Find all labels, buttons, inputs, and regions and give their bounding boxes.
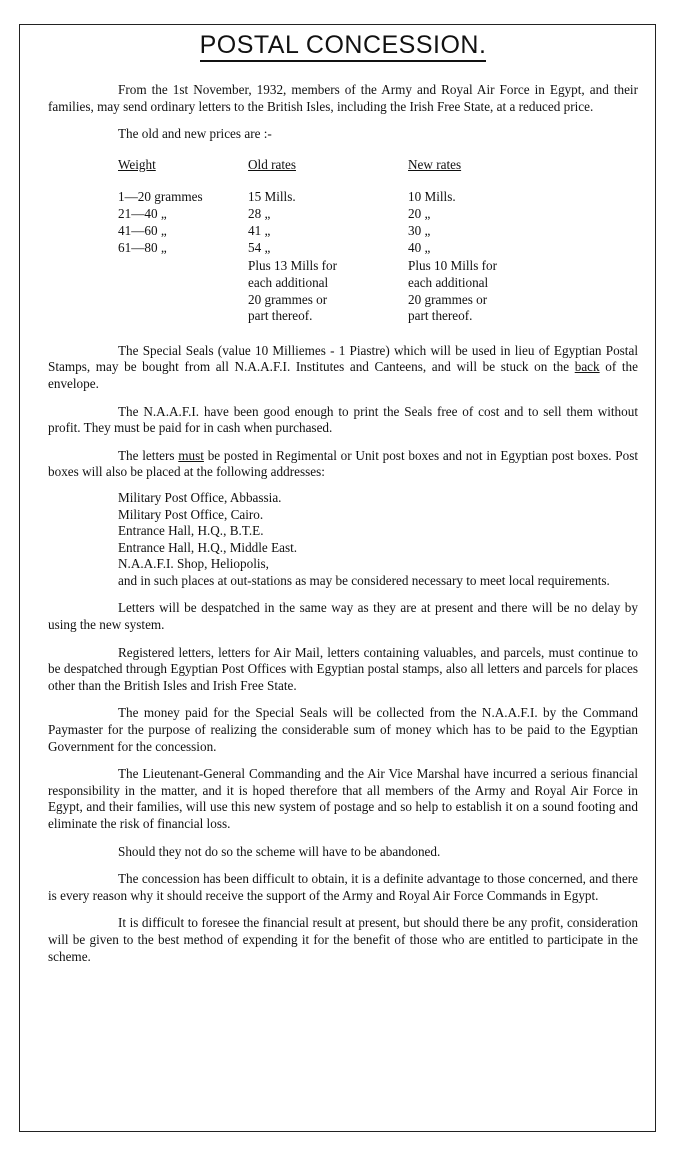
new-rate-cell: 30 „ [408, 223, 431, 239]
registered-paragraph: Registered letters, letters for Air Mail, letters containing valuables, and parcels, must continue to be despatched through Egyptian Post Offices with Egyptian postal stamps, also all letters and parcels for places other than the British Isles and Irish Free State. [48, 644, 638, 693]
old-note-line: 20 grammes or [248, 291, 328, 307]
new-rates-column [408, 157, 588, 325]
address-item: N.A.A.F.I. Shop, Heliopolis, [118, 556, 269, 572]
address-item: Military Post Office, Abbassia. [118, 489, 282, 505]
old-note-line: each additional [248, 274, 329, 290]
old-rates-column [248, 157, 408, 325]
old-rates-header: Old rates [248, 156, 296, 172]
old-rate-cell: 41 „ [248, 223, 271, 239]
new-rates-note [408, 258, 588, 324]
seals-text-b: of the envelope. [48, 359, 639, 391]
posting-text-a: The letters [118, 447, 175, 463]
weight-column [118, 157, 248, 325]
address-item: and in such places at out-stations as may be considered necessary to meet local requirements. [118, 572, 610, 588]
address-item: Entrance Hall, H.Q., B.T.E. [118, 523, 264, 539]
old-rate-cell: 15 Mills. [248, 189, 296, 205]
despatch-paragraph: Letters will be despatched in the same way as they are at present and there will be no delay by using the new system. [48, 600, 638, 633]
posting-text-b: be posted in Regimental or Unit post boxes and not in Egyptian post boxes. Post boxes will also be placed at the following addresses: [48, 447, 639, 480]
old-rate-cell: 54 „ [248, 240, 271, 256]
money-paragraph: The money paid for the Special Seals will be collected from the N.A.A.F.I. by the Command Paymaster for the purpose of realizing the considerable sum of money which has to be paid to the Egyptian Government for the concession. [48, 705, 638, 754]
document-body [48, 30, 638, 976]
concession-paragraph: The concession has been difficult to obtain, it is a definite advantage to those concerned, and there is every reason why it should receive the support of the Army and Royal Air Force Commands in Egypt. [48, 871, 638, 903]
posting-text-must: must [178, 447, 204, 463]
intro-paragraph: From the 1st November, 1932, members of the Army and Royal Air Force in Egypt, and their families, may send ordinary letters to the British Isles, including the Irish Free State, at a reduced price. [48, 82, 638, 114]
weight-header: Weight [118, 156, 156, 172]
lieutenant-paragraph: The Lieutenant-General Commanding and the Air Vice Marshal have incurred a serious financial responsibility in the matter, and it is hoped therefore that all members of the Army and Royal Air Force in Egypt, and their families, will use this new system of postage and so help to establish it on a sound footing and eliminate the risk of financial loss. [48, 766, 638, 831]
weight-cell: 41—60 „ [118, 223, 167, 239]
naafi-paragraph: The N.A.A.F.I. have been good enough to print the Seals free of cost and to sell them without profit. They must be paid for in cash when purchased. [48, 403, 638, 436]
address-item: Entrance Hall, H.Q., Middle East. [118, 539, 298, 555]
address-item: Military Post Office, Cairo. [118, 506, 264, 522]
seals-text-a: The Special Seals (value 10 Milliemes - 1 Piastre) which will be used in lieu of Egyptian Postal Stamps, may be bought from all N.A.A.F.I. Institutes and Canteens, and will be stuck on the [48, 342, 638, 375]
weight-cell: 61—80 „ [118, 240, 167, 256]
address-list [118, 490, 638, 590]
page-title-text: POSTAL CONCESSION. [200, 31, 487, 62]
old-rates-note [248, 258, 408, 324]
new-rate-cell: 20 „ [408, 206, 431, 222]
profit-paragraph: It is difficult to foresee the financial result at present, but should there be any profit, consideration will be given to the best method of expending it for the benefit of those who are entitled to participate in the scheme. [48, 915, 638, 964]
seals-text-back: back [574, 359, 600, 375]
new-note-line: each additional [408, 274, 489, 290]
new-rate-cell: 10 Mills. [408, 189, 456, 205]
old-note-line: Plus 13 Mills for [248, 258, 338, 274]
new-rates-header: New rates [408, 156, 462, 172]
abandon-paragraph: Should they not do so the scheme will have to be abandoned. [118, 843, 441, 859]
seals-paragraph [48, 343, 638, 393]
new-note-line: part thereof. [408, 308, 473, 324]
page-title [48, 30, 638, 60]
new-rate-cell: 40 „ [408, 240, 431, 256]
weight-cell: 21—40 „ [118, 206, 167, 222]
new-note-line: 20 grammes or [408, 291, 488, 307]
old-note-line: part thereof. [248, 308, 313, 324]
old-rate-cell: 28 „ [248, 206, 271, 222]
prices-intro: The old and new prices are :- [118, 126, 272, 142]
posting-paragraph [48, 448, 638, 481]
new-note-line: Plus 10 Mills for [408, 258, 498, 274]
weight-cell: 1—20 grammes [118, 189, 203, 205]
rates-table [48, 157, 638, 325]
